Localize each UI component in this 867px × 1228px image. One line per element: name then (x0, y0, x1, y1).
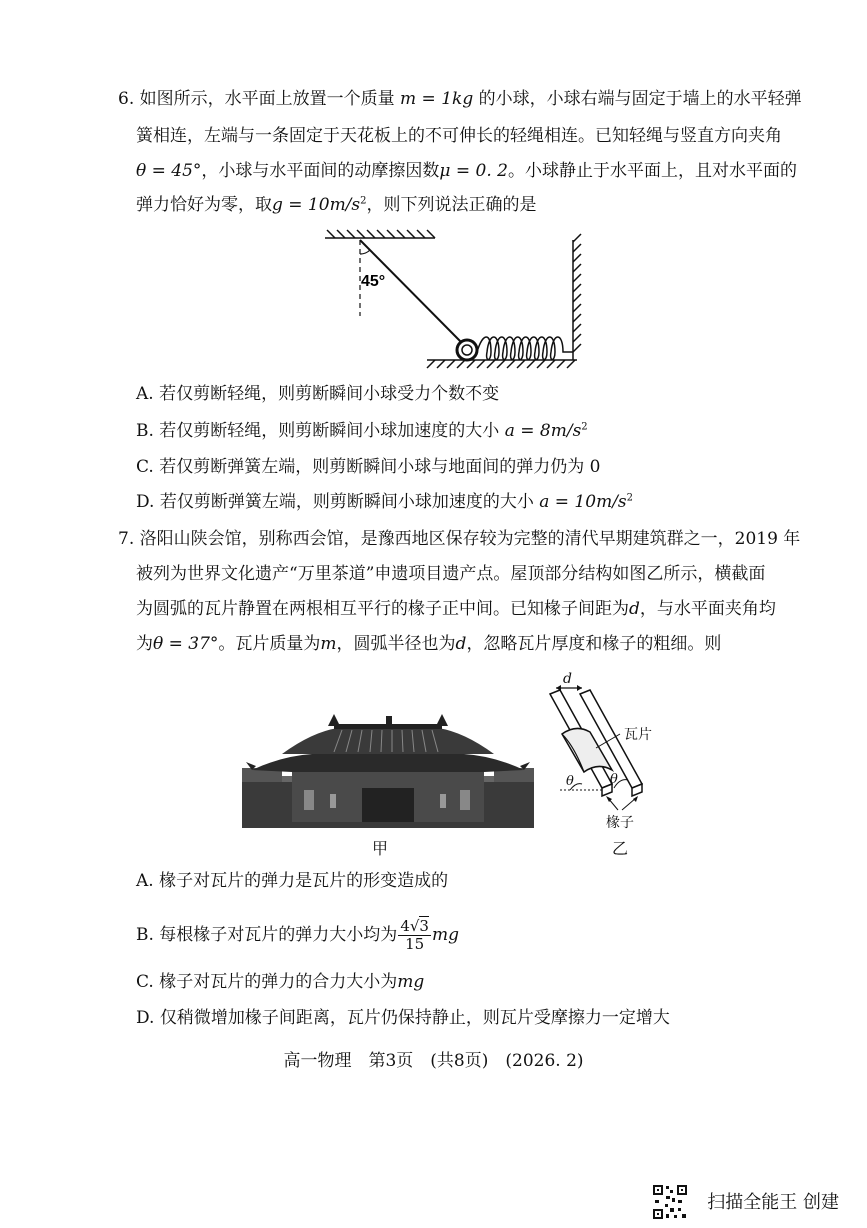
rafter-diagram (540, 672, 680, 822)
ball (457, 340, 477, 360)
q6-line3-mid: ，小球与水平面间的动摩擦因数 (201, 161, 440, 181)
q7-line4-d: d (455, 634, 467, 654)
q6-line3-rest: 。小球静止于水平面上，且对水平面的 (507, 161, 797, 181)
q6-mass: m = 1kg (400, 89, 474, 109)
q6-option-d-text: D. 若仅剪断弹簧左端，则剪断瞬间小球加速度的大小 (136, 492, 534, 512)
ceiling-hatch (325, 230, 435, 238)
q6-g-sup: 2 (360, 195, 367, 207)
q7-line4-b: 。瓦片质量为 (218, 634, 321, 654)
frac-num-4: 4 (400, 917, 410, 935)
q6-line1 (118, 88, 802, 110)
spring (477, 337, 573, 360)
wall (573, 234, 581, 360)
q7-line1: 7. 洛阳山陕会馆，别称西会馆，是豫西地区保存较为完整的清代早期建筑群之一，2019 年 (118, 529, 801, 549)
q6-option-c: C. 若仅剪断弹簧左端，则剪断瞬间小球与地面间的弹力仍为 0 (136, 457, 601, 477)
q6-option-d (136, 491, 633, 513)
q6-line4-a: 弹力恰好为零，取 (136, 195, 272, 215)
q7-m: m (320, 634, 337, 654)
q6-option-b-text: B. 若仅剪断轻绳，则剪断瞬间小球加速度的大小 (136, 421, 500, 441)
angle-arc (360, 250, 370, 254)
frac-den: 15 (405, 935, 425, 953)
q7-option-a: A. 椽子对瓦片的弹力是瓦片的形变造成的 (136, 871, 449, 891)
rope (360, 240, 463, 344)
q7-line4-e: ，忽略瓦片厚度和椽子的粗细。则 (466, 634, 722, 654)
q7-line2: 被列为世界文化遗产“万里茶道”申遗项目遗产点。屋顶部分结构如图乙所示，横截面 (136, 564, 766, 584)
frac-num-3: 3 (419, 917, 429, 935)
q6-mu: μ = 0. 2 (439, 161, 508, 181)
label-wapian: 瓦片 (624, 727, 652, 743)
q6-line2: 簧相连，左端与一条固定于天花板上的不可伸长的轻绳相连。已知轻绳与竖直方向夹角 (136, 126, 782, 146)
q7-line3 (136, 598, 776, 620)
q6-option-b-value: a = 8m/s (504, 421, 582, 441)
scanner-watermark: 扫描全能王 创建 (707, 1192, 839, 1213)
q6-option-d-value: a = 10m/s (539, 492, 627, 512)
q7-line3-d: d (629, 599, 640, 619)
q6-line3 (136, 160, 797, 182)
q7-line4-c: ，圆弧半径也为 (336, 634, 456, 654)
label-theta-right: θ (610, 772, 618, 787)
q6-option-b (136, 420, 588, 442)
q7-option-b-mg: mg (431, 925, 459, 945)
q6-g: g = 10m/s (272, 195, 361, 215)
q7-option-c-mg: mg (397, 972, 425, 992)
q7-option-c-text: C. 椽子对瓦片的弹力的合力大小为 (136, 972, 398, 992)
q6-option-d-sup: 2 (626, 492, 634, 504)
q6-figure (315, 228, 595, 373)
q7-line4 (136, 633, 721, 655)
q7-line4-a: 为 (136, 634, 153, 654)
label-theta-left: θ (566, 774, 574, 789)
q6-theta: θ = 45° (136, 161, 202, 181)
label-chuanzi: 椽子 (606, 815, 634, 831)
q7-option-b-text: B. 每根椽子对瓦片的弹力大小均为 (136, 925, 398, 945)
building-photo (242, 710, 534, 828)
q7-line3-a: 为圆弧的瓦片静置在两根相互平行的椽子正中间。已知椽子间距为 (136, 599, 629, 619)
ground (427, 360, 577, 368)
q6-option-a: A. 若仅剪断轻绳，则剪断瞬间小球受力个数不变 (136, 384, 500, 404)
q7-option-b-fraction: $\frac{4√3}{15}$ (400, 917, 429, 953)
q7-line3-b: ，与水平面夹角均 (639, 599, 776, 619)
caption-jia: 甲 (372, 839, 389, 858)
qr-code-icon (652, 1184, 688, 1220)
q7-theta: θ = 37° (153, 634, 219, 654)
caption-yi: 乙 (612, 839, 629, 858)
q6-option-b-sup: 2 (581, 421, 588, 433)
q6-line4-b: ，则下列说法正确的是 (366, 195, 537, 215)
q7-option-c (136, 971, 424, 993)
q6-line1-text: 6. 如图所示，水平面上放置一个质量 (118, 89, 395, 109)
page-footer: 高一物理 第3页 (共8页) (2026. 2) (283, 1051, 584, 1071)
q6-line4 (136, 194, 537, 216)
angle-label: 45° (361, 273, 386, 290)
q6-line1-rest: 的小球，小球右端与固定于墙上的水平轻弹 (478, 89, 802, 109)
label-d: d (563, 671, 572, 687)
q7-option-d: D. 仅稍微增加椽子间距离，瓦片仍保持静止，则瓦片受摩擦力一定增大 (136, 1008, 670, 1028)
q7-option-b (136, 918, 459, 953)
